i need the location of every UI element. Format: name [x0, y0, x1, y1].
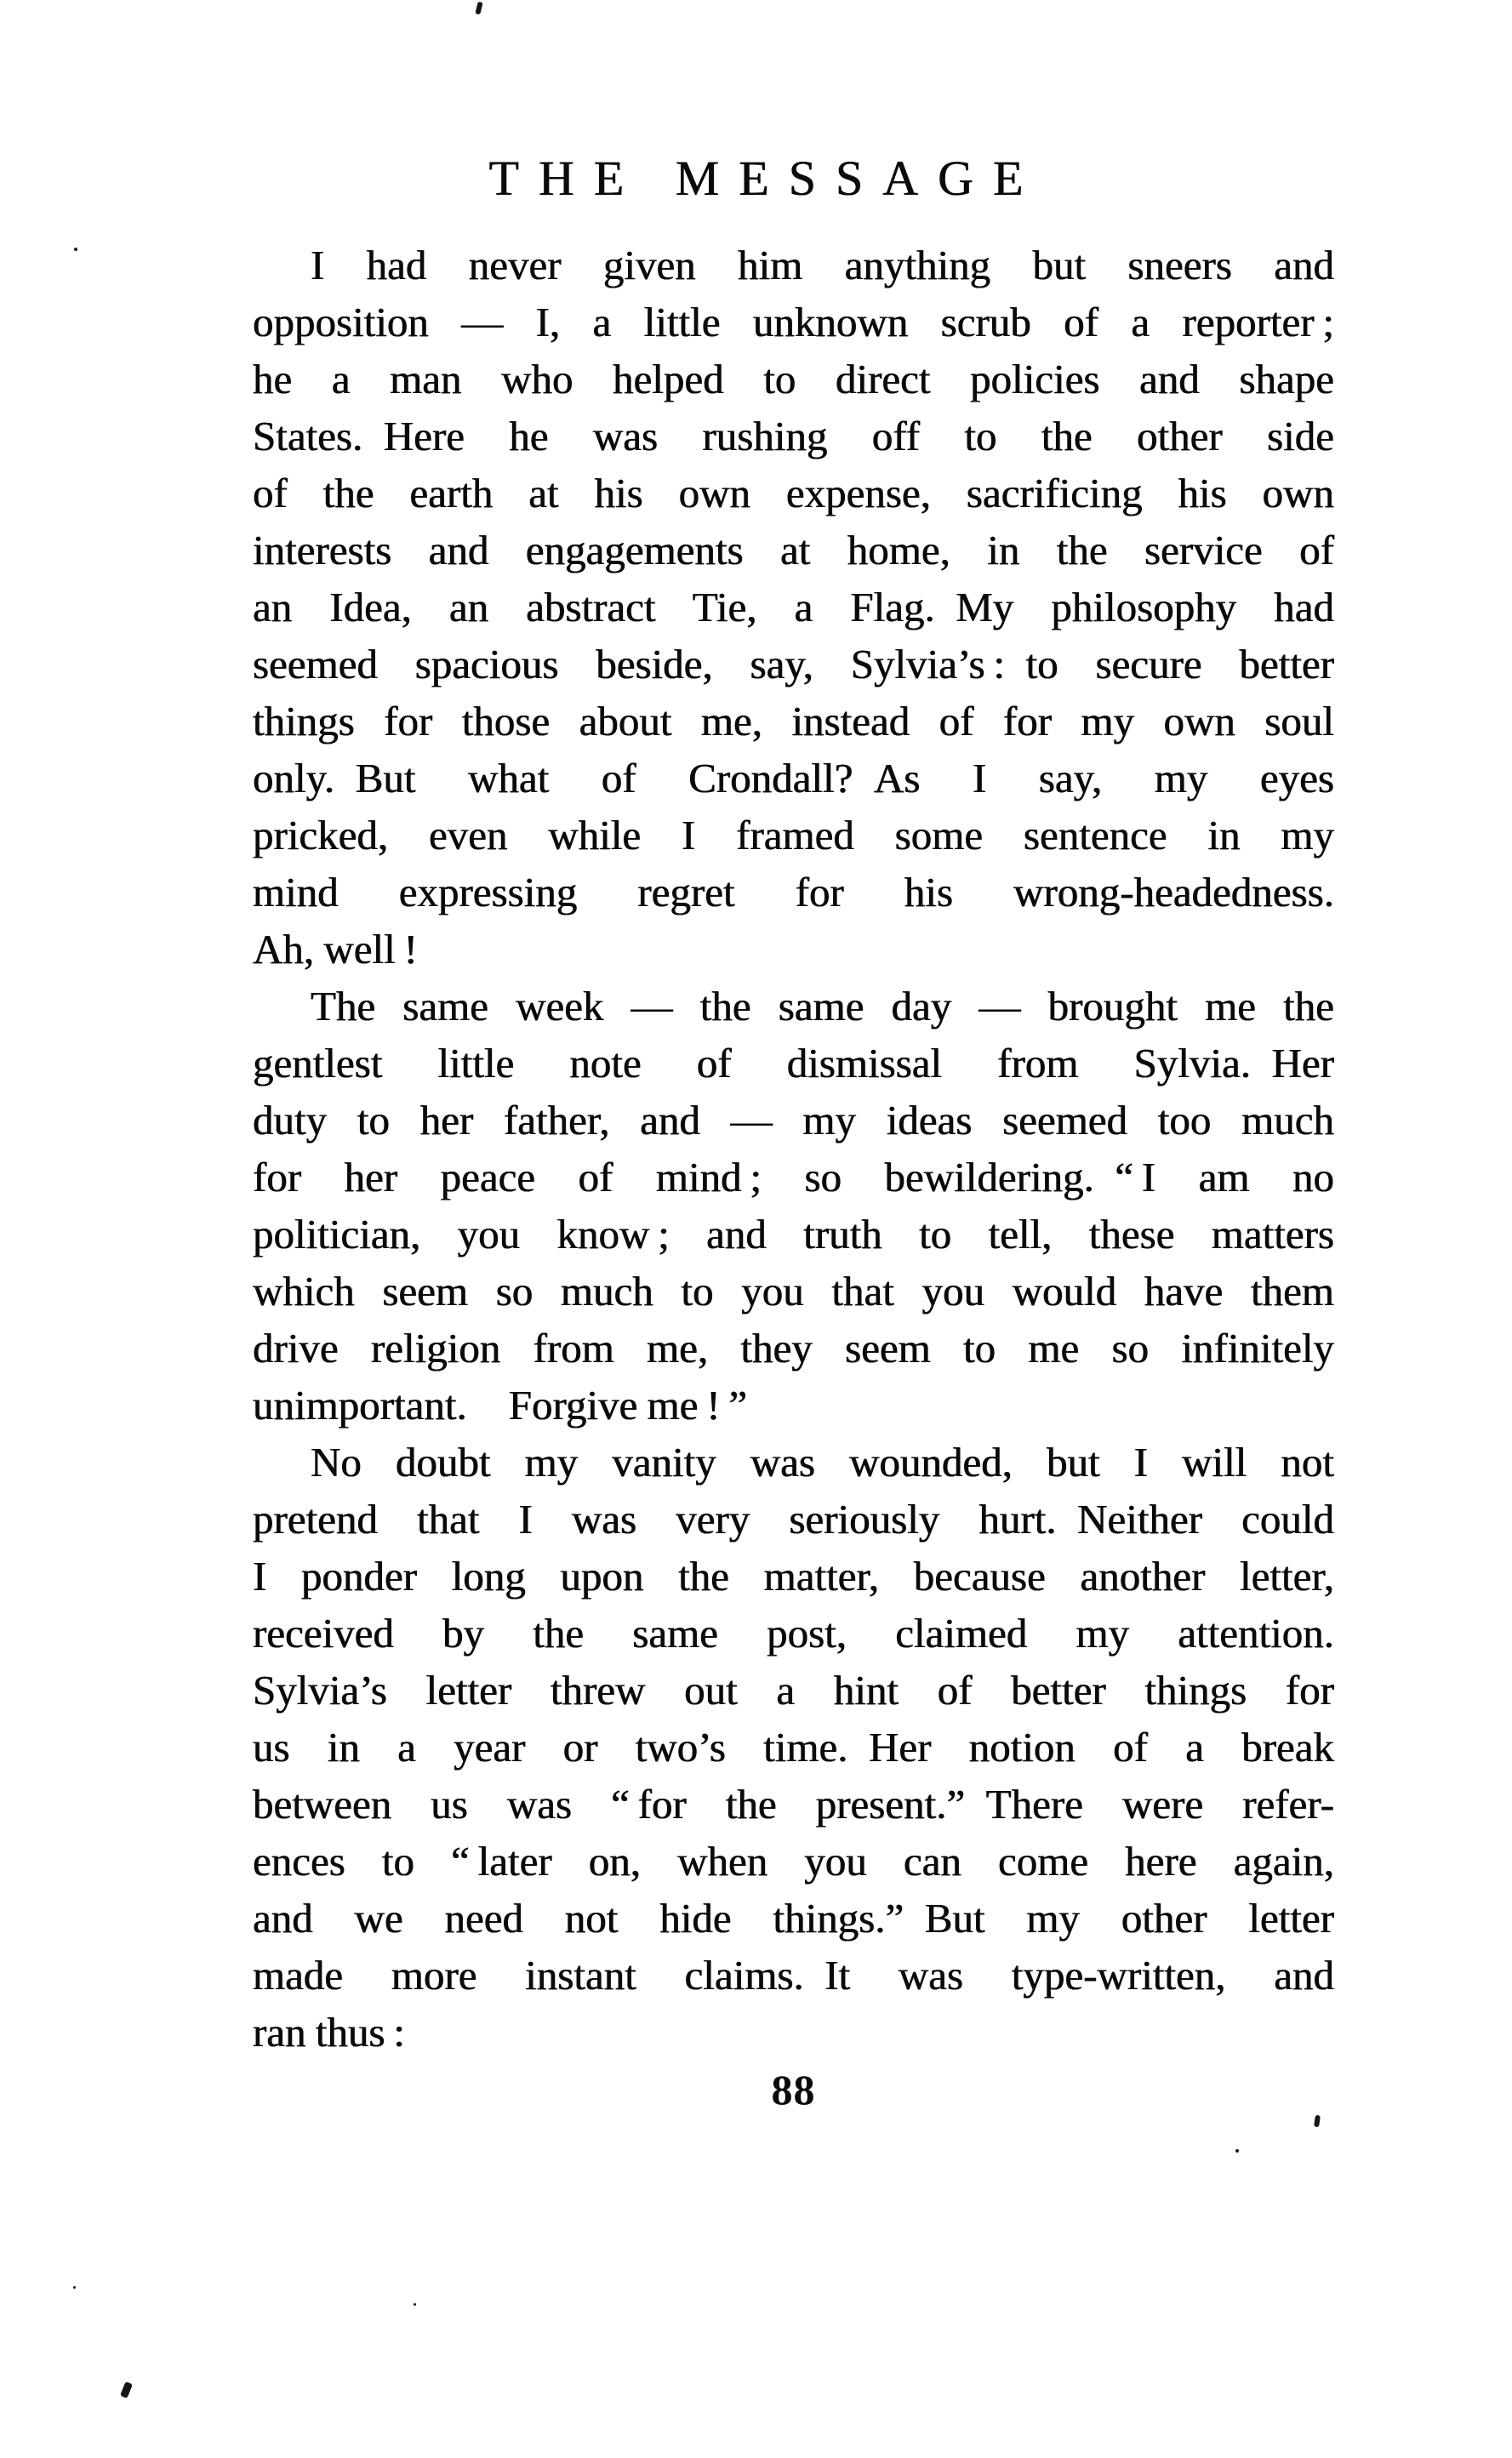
text-line: opposition — I, a little unknown scrub of a reporter ; — [253, 299, 1334, 345]
text-line: mind expressing regret for his wrong-headedness. — [253, 869, 1334, 915]
scan-speck — [120, 2381, 133, 2398]
text-block — [253, 237, 1334, 2061]
text-line: of the earth at his own expense, sacrificing his own — [253, 470, 1334, 516]
scan-speck — [1235, 2149, 1239, 2153]
text-line: seemed spacious beside, say, Sylvia’s : to secure better — [253, 641, 1334, 687]
text-line: pricked, even while I framed some sentence in my — [253, 812, 1334, 858]
text-line: No doubt my vanity was wounded, but I will not — [311, 1439, 1334, 1486]
text-line: I ponder long upon the matter, because another letter, — [253, 1553, 1334, 1600]
text-line: duty to her father, and — my ideas seemed too much — [253, 1097, 1334, 1143]
scan-speck — [414, 2303, 416, 2306]
text-line: Ah, well ! — [253, 926, 418, 972]
text-line: for her peace of mind ; so bewildering. “ I am no — [253, 1154, 1334, 1200]
text-line: Sylvia’s letter threw out a hint of better things for — [253, 1667, 1334, 1714]
scan-speck — [74, 248, 77, 251]
text-line: he a man who helped to direct policies and shape — [253, 356, 1334, 402]
text-line: interests and engagements at home, in the service of — [253, 527, 1334, 573]
text-line: pretend that I was very seriously hurt. Neither could — [253, 1496, 1334, 1543]
scan-speck — [475, 1, 482, 14]
text-line: unimportant. Forgive me ! ” — [253, 1382, 748, 1429]
text-line: an Idea, an abstract Tie, a Flag. My philosophy had — [253, 584, 1334, 630]
text-line: things for those about me, instead of for my own soul — [253, 698, 1334, 744]
page-number: 88 — [771, 2066, 816, 2113]
text-line: ran thus : — [253, 2009, 405, 2056]
text-line: I had never given him anything but sneers and — [311, 242, 1334, 288]
text-line: received by the same post, claimed my attention. — [253, 1610, 1334, 1657]
text-line: and we need not hide things.” But my other letter — [253, 1895, 1334, 1942]
text-line: States. Here he was rushing off to the other side — [253, 413, 1334, 459]
text-line: ences to “ later on, when you can come here again, — [253, 1838, 1334, 1885]
text-line: made more instant claims. It was type-written, and — [253, 1952, 1334, 1999]
text-line: drive religion from me, they seem to me so infinitely — [253, 1325, 1334, 1372]
text-line: gentlest little note of dismissal from Sylvia. Her — [253, 1040, 1334, 1086]
scan-speck — [1314, 2115, 1321, 2128]
text-line: politician, you know ; and truth to tell, these matters — [253, 1211, 1334, 1258]
text-line: The same week — the same day — brought me the — [311, 983, 1334, 1029]
text-line: only. But what of Crondall? As I say, my eyes — [253, 755, 1334, 801]
text-line: which seem so much to you that you would have them — [253, 1268, 1334, 1315]
chapter-title: THE MESSAGE — [488, 151, 1043, 206]
text-line: between us was “ for the present.” There were refer- — [253, 1781, 1334, 1828]
text-line: us in a year or two’s time. Her notion of a break — [253, 1724, 1334, 1771]
scan-speck — [73, 2286, 76, 2289]
